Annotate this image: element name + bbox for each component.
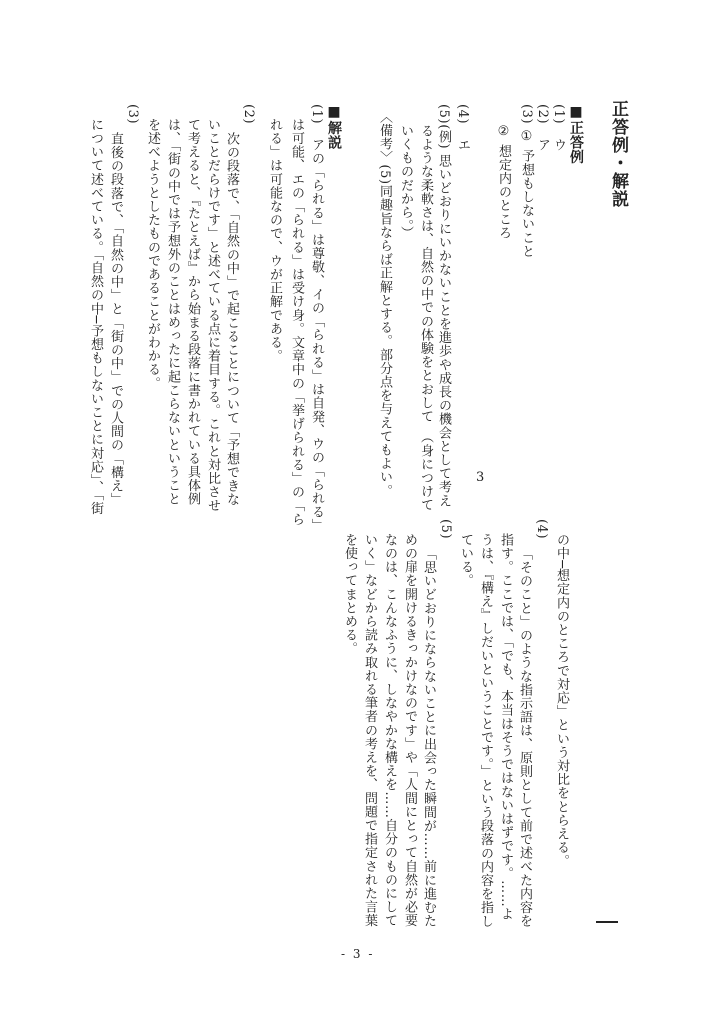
explanation-2-line3: て考えると、『たとえば』から始まる段落に書かれている具体例 (185, 118, 200, 506)
explanation-1-line2: は可能、エの「られる」は受け身。文章中の「挙げられる」の「ら (289, 118, 304, 526)
explanation-4-line4: ている。 (458, 533, 473, 588)
explanation-5-line3: なのは、こんなふうに、しなやかな構えを……自分のものにして (382, 533, 397, 928)
explanation-1-line3: れる」は可能なので、ウが正解である。 (267, 118, 282, 363)
answer-5-line2: るような柔軟さは、自然の中での体験をとおして （身につけて (418, 124, 433, 512)
page-number: - 3 - (341, 947, 375, 961)
explanation-2-line5: を述べようとしたものであることがわかる。 (145, 118, 160, 390)
explanation-5-line1: 「思いどおりにならないことに出会った瞬間が……前に進むた (421, 547, 436, 928)
explanation-5-line5: を使ってまとめる。 (342, 533, 357, 656)
explanation-2-line2: いことだらけです」と述べている点に着目する。これと対比させ (205, 118, 220, 513)
explanation-5-line4: いく」などから読み取れる筆者の考えを、問題で指定された言葉 (362, 533, 377, 928)
explanation-2-line1: 次の段落で、「自然の中」で起こることについて「予想できな (224, 132, 239, 507)
score-label: 3 (476, 470, 485, 485)
answer-5-line3: いくものだから。） (398, 124, 413, 240)
explanation-2-line4: は、「街の中では予想外のことはめったに起こらないということ (165, 118, 180, 506)
explanation-3-line1: 直後の段落で、「自然の中」と「街の中」での人間の「構え」 (108, 132, 123, 507)
answer-2: (2) ア (535, 104, 550, 152)
answer-3-1: (3) ① 予想もしないこと (519, 104, 534, 259)
explanation-5-line2: めの扉を開けるきっかけなのです」や「人間にとって自然が必要 (402, 533, 417, 928)
explanation-3-line2: について述べている。「自然の中─予想もしないことに対応」、「街 (88, 118, 103, 515)
divider-rule (596, 921, 618, 923)
explanation-3-line3: の中─想定内のところで対応」という対比をとらえる。 (554, 533, 569, 868)
explanation-5-label: (5) (438, 519, 453, 540)
explanation-4-label: (4) (534, 519, 549, 540)
page-title: 正答例・解説 (608, 100, 628, 208)
explanation-heading: ■解説 (326, 104, 342, 150)
explanation-4-line1: 「そのこと」のような指示語は、原則として前で述べた内容を (517, 547, 532, 928)
explanation-1-line1: (1) アの「られる」は尊敬、イの「られる」は自発、ウの「られる」 (309, 104, 324, 533)
answers-heading: ■正答例 (568, 104, 584, 165)
answer-5-line1: (5)(例) 思いどおりにいかないことを進歩や成長の機会として考え (436, 104, 451, 508)
answer-1: (1) ウ (551, 104, 566, 152)
answer-3-2: ② 想定内のところ (496, 124, 511, 240)
explanation-4-line3: うは、『構え』しだいということです。」という段落の内容を指し (478, 533, 493, 928)
answer-note: 〈備考〉(5)同趣旨ならば正解とする。部分点を与えてもよい。 (377, 110, 392, 498)
answer-4: (4) エ (455, 104, 470, 152)
explanation-3-label: (3) (125, 104, 140, 125)
explanation-2-label: (2) (241, 104, 256, 125)
explanation-4-line2: 指す。ここでは、「でも、本当はそうではないはずです。……よ (498, 533, 513, 921)
